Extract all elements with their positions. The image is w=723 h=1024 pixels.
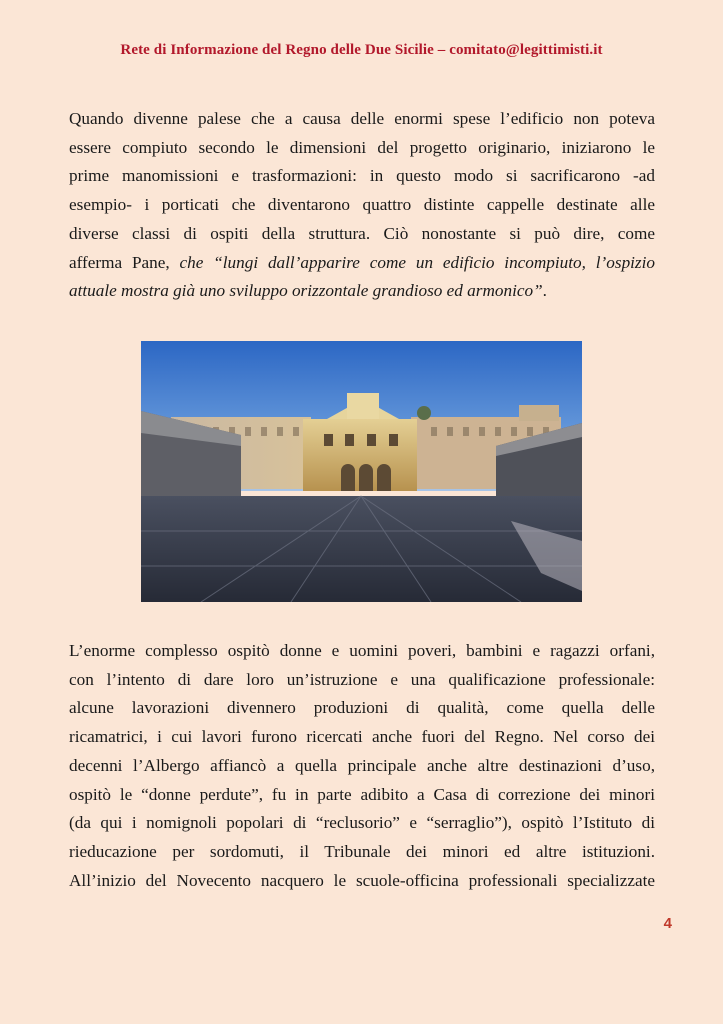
page-header: Rete di Informazione del Regno delle Due Sicilie – comitato@legittimisti.it [120, 42, 603, 58]
paragraph-line: ospitò le “donne perdute”, fu in parte adibito a Casa di correzione dei minori [69, 784, 655, 804]
paragraph-line: prime manomissioni e trasformazioni: in questo modo si sacrificarono -ad [69, 166, 655, 186]
building-photo [141, 341, 582, 602]
paragraph-line: esempio- i porticati che diventarono quattro distinte cappelle destinate alle [69, 195, 655, 215]
paragraph-line: (da qui i nomignoli popolari di “reclusorio” e “serraglio”), ospitò l’Istituto di [69, 813, 655, 833]
paragraph-line: decenni l’Albergo affiancò a quella principale anche altre destinazioni d’uso, [69, 755, 655, 775]
paragraph-line: alcune lavorazioni divennero produzioni di qualità, come quella delle [69, 698, 655, 718]
paragraph-2 [69, 637, 655, 895]
paragraph-line: Quando divenne palese che a causa delle enormi spese l’edificio non poteva [69, 109, 655, 128]
page-number: 4 [663, 915, 672, 932]
paragraph-1 [69, 105, 655, 306]
quote-intro: afferma Pane, [69, 252, 180, 272]
quote-text: attuale mostra già uno sviluppo orizzontale grandioso ed armonico” [69, 281, 543, 301]
paragraph-line: diverse classi di ospiti della struttura. Ciò nonostante si può dire, come [69, 223, 655, 243]
quote-text: che “lungi dall’apparire come un edificio incompiuto, l’ospizio [179, 252, 655, 272]
paragraph-line: ricamatrici, i cui lavori furono ricercati anche fuori del Regno. Nel corso dei [69, 727, 655, 747]
quote-end: . [542, 281, 547, 301]
paragraph-line: rieducazione per sordomuti, il Tribunale dei minori ed altre istituzioni. [69, 841, 655, 861]
paragraph-line: con l’intento di dare loro un’istruzione e una qualificazione professionale: [69, 669, 655, 689]
building-photo-illustration [141, 341, 582, 602]
paragraph-line [69, 277, 655, 306]
paragraph-line: All’inizio del Novecento nacquero le scuole-officina professionali specializzate [69, 870, 655, 890]
paragraph-line: L’enorme complesso ospitò donne e uomini poveri, bambini e ragazzi orfani, [69, 641, 655, 660]
paragraph-line [69, 249, 655, 278]
paragraph-line: essere compiuto secondo le dimensioni del progetto originario, iniziarono le [69, 137, 655, 157]
